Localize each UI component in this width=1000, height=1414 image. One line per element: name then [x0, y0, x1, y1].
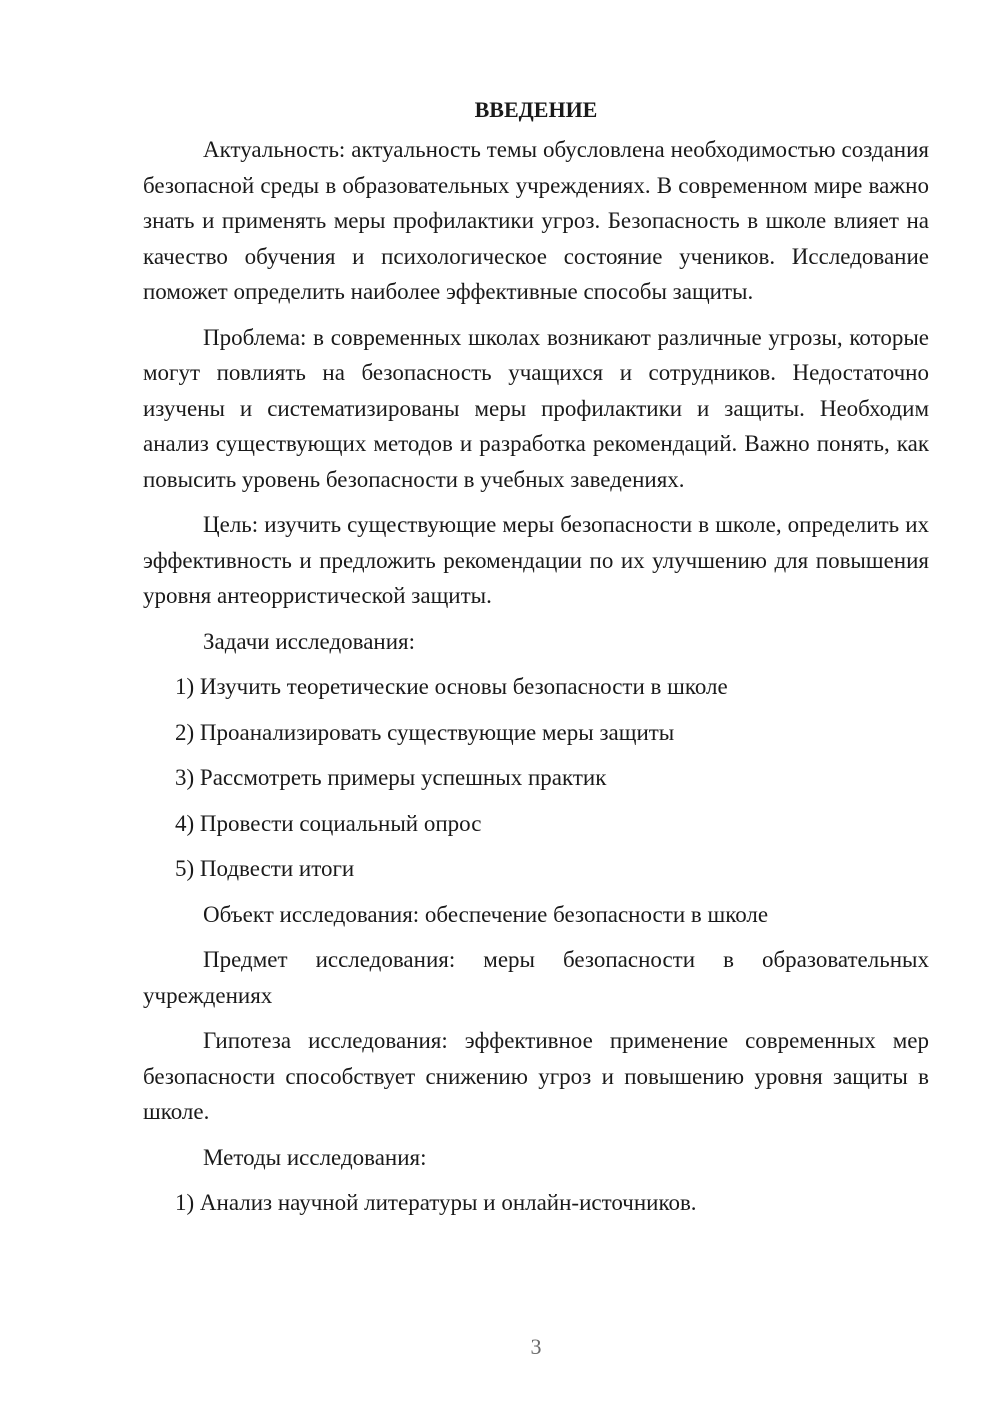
task-item: 2) Проанализировать существующие меры защиты	[175, 719, 675, 745]
methods-title: Методы исследования:	[203, 1144, 427, 1170]
document-page	[143, 92, 929, 1231]
hypothesis-paragraph: Гипотеза исследования: эффективное применение современных мер безопасности способствует снижению угроз и повышению уровня защиты в школе.	[143, 1028, 929, 1124]
goal-paragraph: Цель: изучить существующие меры безопасности в школе, определить их эффективность и предложить рекомендации по их улучшению для повышения уровня антеорристической защиты.	[143, 512, 929, 608]
subject-paragraph: Предмет исследования: меры безопасности в образовательных учреждениях	[143, 947, 929, 1008]
task-item: 5) Подвести итоги	[175, 856, 355, 881]
tasks-title: Задачи исследования:	[203, 628, 416, 654]
section-heading: ВВЕДЕНИЕ	[474, 97, 598, 122]
task-item: 4) Провести социальный опрос	[175, 810, 482, 836]
task-item: 3) Рассмотреть примеры успешных практик	[175, 765, 607, 790]
object-line: Объект исследования: обеспечение безопасности в школе	[203, 901, 769, 927]
method-item: 1) Анализ научной литературы и онлайн-источников.	[175, 1190, 697, 1215]
task-item: 1) Изучить теоретические основы безопасности в школе	[175, 674, 728, 699]
page-number: 3	[530, 1334, 542, 1359]
problem-paragraph: Проблема: в современных школах возникают различные угрозы, которые могут повлиять на безопасность учащихся и сотрудников. Недостаточно изучены и систематизированы меры профилактики и защиты. Необходим анализ существующих методов и разработка рекомендаций. Важно понять, как повысить уровень безопасности в учебных заведениях.	[143, 324, 929, 492]
relevance-paragraph: Актуальность: актуальность темы обусловлена необходимостью создания безопасной среды в образовательных учреждениях. В современном мире важно знать и применять меры профилактики угроз. Безопасность в школе влияет на качество обучения и психологическое состояние учеников. Исследование поможет определить наиболее эффективные способы защиты.	[143, 137, 929, 304]
